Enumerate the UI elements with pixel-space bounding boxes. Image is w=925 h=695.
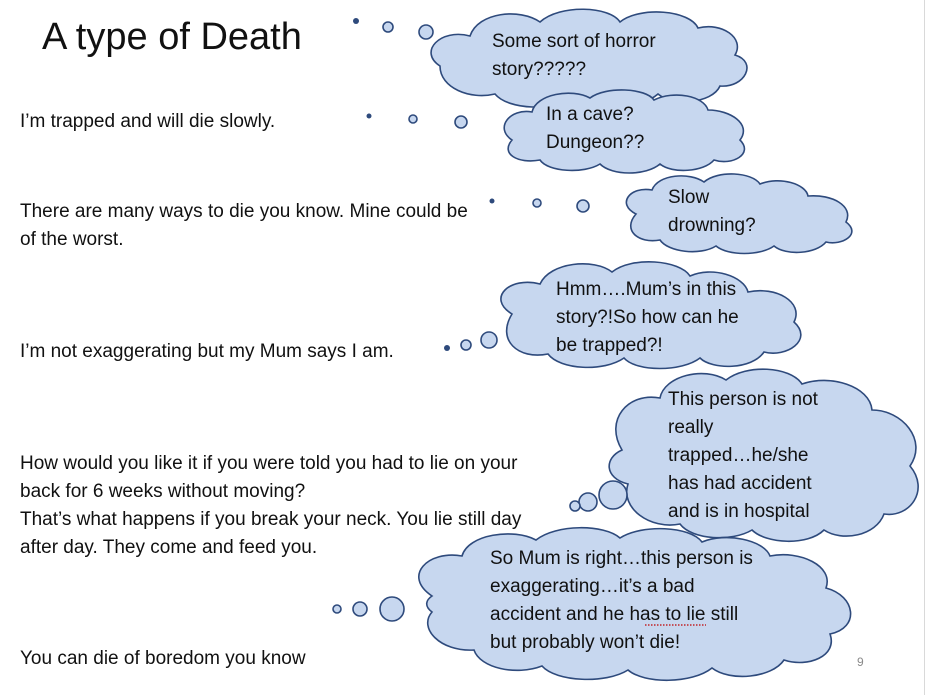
thought-2-line-2: Dungeon?? bbox=[546, 132, 645, 153]
cloud-3-bubble-large bbox=[577, 200, 589, 212]
thought-4-text bbox=[556, 276, 739, 360]
text-line-6: back for 6 weeks without moving? bbox=[20, 481, 306, 502]
cloud-6-bubble-large bbox=[380, 597, 404, 621]
text-line-5: How would you like it if you were told you had to lie on your bbox=[20, 453, 518, 474]
text-line-1: I’m trapped and will die slowly. bbox=[20, 111, 276, 132]
cloud-3-bubble-small bbox=[490, 199, 495, 204]
cloud-1-bubble-large bbox=[419, 25, 433, 39]
thought-5-line-1: This person is not bbox=[668, 389, 818, 410]
cloud-5-bubble-large bbox=[599, 481, 627, 509]
cloud-5-bubble-small bbox=[570, 501, 580, 511]
thought-6-text bbox=[490, 545, 753, 657]
thought-3-text bbox=[668, 184, 756, 240]
cloud-3-bubble-mid bbox=[533, 199, 541, 207]
thought-5-line-2: really bbox=[668, 417, 714, 438]
thought-3-line-1: Slow bbox=[668, 187, 710, 208]
text-line-9: You can die of boredom you know bbox=[20, 648, 306, 669]
cloud-2-bubble-small bbox=[367, 114, 372, 119]
slide-number: 9 bbox=[857, 655, 864, 669]
cloud-1-bubble-small bbox=[353, 18, 359, 24]
thought-1-line-2: story????? bbox=[492, 59, 587, 80]
cloud-4-bubble-small bbox=[444, 345, 450, 351]
cloud-2-bubble-mid bbox=[409, 115, 417, 123]
cloud-5-bubble-mid bbox=[579, 493, 597, 511]
cloud-4-bubble-mid bbox=[461, 340, 471, 350]
thought-1-text bbox=[492, 28, 656, 84]
thought-5-line-3: trapped…he/she bbox=[668, 445, 809, 466]
thought-4-line-3: be trapped?! bbox=[556, 335, 663, 356]
cloud-6-bubble-mid bbox=[353, 602, 367, 616]
thought-5-text bbox=[668, 386, 818, 526]
cloud-4-bubble-large bbox=[481, 332, 497, 348]
text-line-8: after day. They come and feed you. bbox=[20, 537, 318, 558]
thought-6-line-4: but probably won’t die! bbox=[490, 632, 681, 653]
text-line-4: I’m not exaggerating but my Mum says I am. bbox=[20, 341, 394, 362]
text-line-3: of the worst. bbox=[20, 229, 124, 250]
text-line-2: There are many ways to die you know. Mine could be bbox=[20, 201, 468, 222]
thought-6-line-2: exaggerating…it’s a bad bbox=[490, 576, 695, 597]
text-line-7: That’s what happens if you break your neck. You lie still day bbox=[20, 509, 522, 530]
cloud-2-bubble-large bbox=[455, 116, 467, 128]
thought-5-line-5: and is in hospital bbox=[668, 501, 810, 522]
slide-title: A type of Death bbox=[42, 16, 302, 58]
thought-4-line-1: Hmm….Mum’s in this bbox=[556, 279, 737, 300]
thought-2-text bbox=[546, 101, 644, 157]
thought-6-line-3: accident and he has to lie still bbox=[490, 604, 739, 625]
thought-3-line-2: drowning? bbox=[668, 215, 756, 236]
thought-5-line-4: has had accident bbox=[668, 473, 812, 494]
thought-6-line-1: So Mum is right…this person is bbox=[490, 548, 753, 569]
cloud-6-bubble-small bbox=[333, 605, 341, 613]
thought-2-line-1: In a cave? bbox=[546, 104, 634, 125]
thought-4-line-2: story?!So how can he bbox=[556, 307, 739, 328]
cloud-1-bubble-mid bbox=[383, 22, 393, 32]
thought-1-line-1: Some sort of horror bbox=[492, 31, 656, 52]
